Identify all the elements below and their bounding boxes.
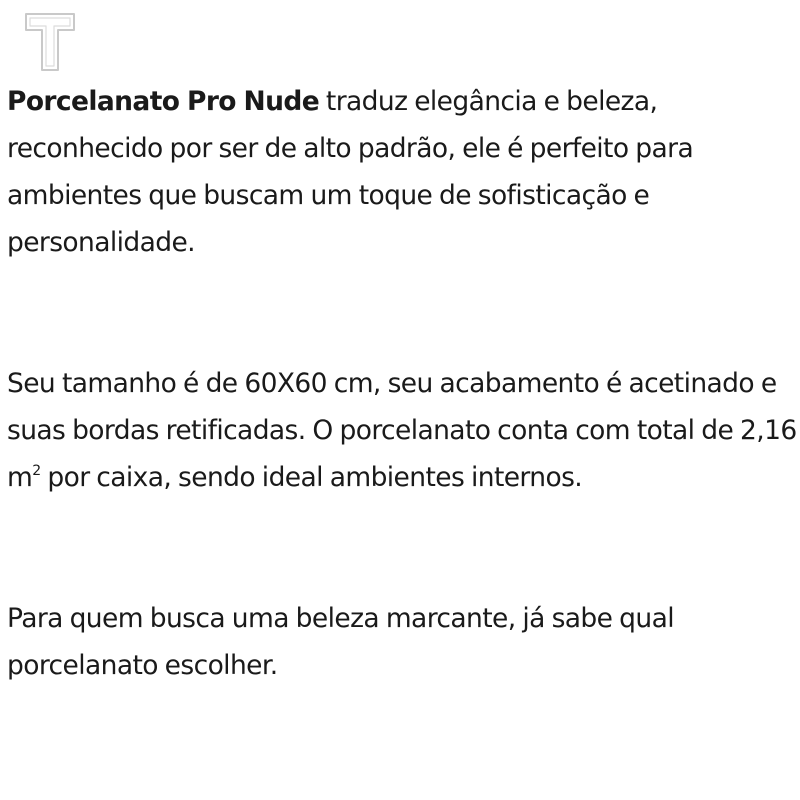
product-brand-name: Porcelanato Pro Nude xyxy=(7,86,320,117)
t-logo-watermark-icon xyxy=(22,10,78,74)
specs-text-after: por caixa, sendo ideal ambientes internos. xyxy=(40,462,583,493)
intro-text: traduz elegância e beleza, reconhecido por ser de alto padrão, ele é perfeito para ambientes que buscam um toque de sofisticação e personalidade. xyxy=(7,86,694,258)
description-paragraph-intro xyxy=(7,78,797,266)
description-paragraph-specs xyxy=(7,360,797,501)
specs-text-before: Seu tamanho é de 60X60 cm, seu acabamento é acetinado e suas bordas retificadas. O porcelanato conta com total de 2,16 m xyxy=(7,368,797,493)
area-unit-superscript: 2 xyxy=(32,463,41,479)
description-paragraph-closing xyxy=(7,595,797,689)
closing-text: Para quem busca uma beleza marcante, já sabe qual porcelanato escolher. xyxy=(7,603,674,681)
product-description xyxy=(7,78,797,689)
